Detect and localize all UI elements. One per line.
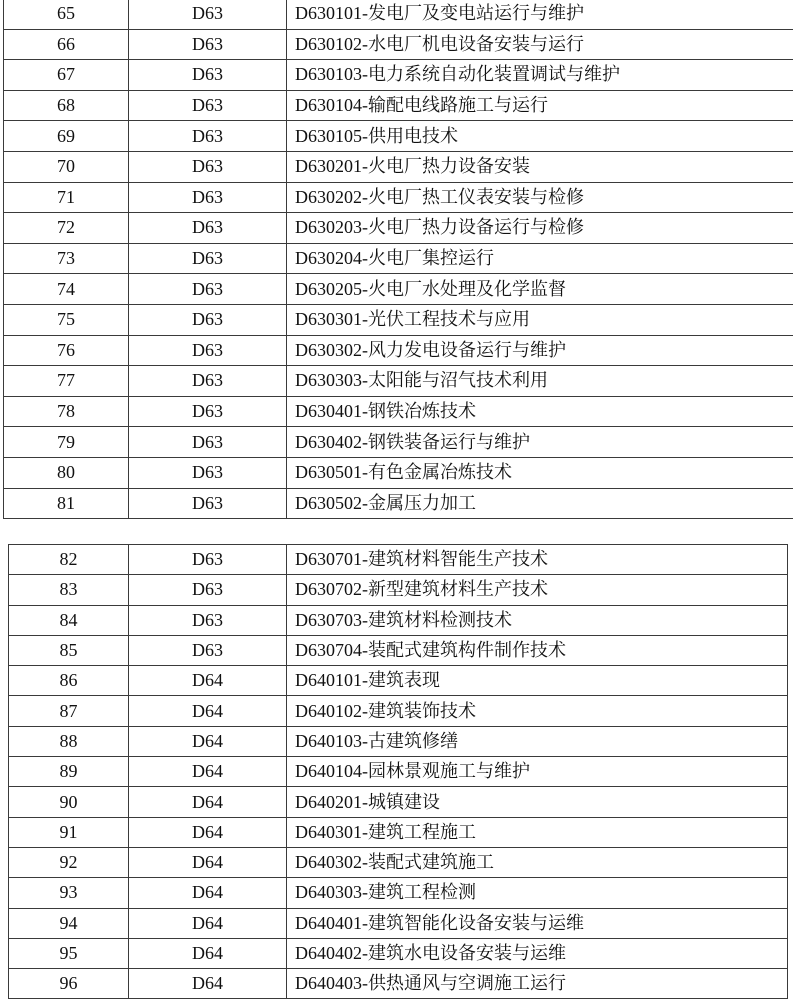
table-row [9,908,788,938]
category-code-cell: D64 [129,938,287,968]
major-name-cell: D630103-电力系统自动化装置调试与维护 [287,60,793,91]
major-name-cell: D630303-太阳能与沼气技术利用 [287,366,793,397]
major-name-cell: D630203-火电厂热力设备运行与检修 [287,213,793,244]
major-table-top-body [4,0,793,519]
table-row [4,304,793,335]
row-number-cell: 66 [4,29,129,60]
table-row [9,575,788,605]
category-code-cell: D63 [129,335,287,366]
table-row [4,121,793,152]
table-row [4,335,793,366]
table-row [9,545,788,575]
row-number-cell: 68 [4,90,129,121]
major-name-cell: D640103-古建筑修缮 [287,726,788,756]
major-name-cell: D630501-有色金属冶炼技术 [287,457,793,488]
major-name-cell: D640303-建筑工程检测 [287,878,788,908]
row-number-cell: 95 [9,938,129,968]
major-name-cell: D630104-输配电线路施工与运行 [287,90,793,121]
row-number-cell: 83 [9,575,129,605]
table-row [9,696,788,726]
category-code-cell: D64 [129,787,287,817]
row-number-cell: 93 [9,878,129,908]
major-name-cell: D640402-建筑水电设备安装与运维 [287,938,788,968]
category-code-cell: D63 [129,635,287,665]
row-number-cell: 75 [4,304,129,335]
category-code-cell: D63 [129,213,287,244]
major-name-cell: D630301-光伏工程技术与应用 [287,304,793,335]
row-number-cell: 79 [4,427,129,458]
table-row [4,213,793,244]
category-code-cell: D63 [129,396,287,427]
major-name-cell: D630401-钢铁冶炼技术 [287,396,793,427]
category-code-cell: D63 [129,304,287,335]
table-row [9,969,788,999]
category-code-cell: D64 [129,908,287,938]
category-code-cell: D64 [129,666,287,696]
row-number-cell: 88 [9,726,129,756]
table-row [4,274,793,305]
major-name-cell: D640302-装配式建筑施工 [287,847,788,877]
row-number-cell: 89 [9,757,129,787]
table-row [9,938,788,968]
major-name-cell: D630703-建筑材料检测技术 [287,605,788,635]
table-row [9,757,788,787]
major-name-cell: D640401-建筑智能化设备安装与运维 [287,908,788,938]
table-row [9,605,788,635]
major-name-cell: D630702-新型建筑材料生产技术 [287,575,788,605]
major-table-bottom [8,544,788,999]
row-number-cell: 91 [9,817,129,847]
category-code-cell: D63 [129,151,287,182]
row-number-cell: 72 [4,213,129,244]
major-name-cell: D630105-供用电技术 [287,121,793,152]
row-number-cell: 65 [4,0,129,29]
category-code-cell: D63 [129,182,287,213]
major-name-cell: D630502-金属压力加工 [287,488,793,519]
table-row [4,243,793,274]
row-number-cell: 80 [4,457,129,488]
row-number-cell: 87 [9,696,129,726]
table-row [4,457,793,488]
table-row [4,29,793,60]
row-number-cell: 94 [9,908,129,938]
table-row [9,817,788,847]
category-code-cell: D63 [129,427,287,458]
category-code-cell: D63 [129,243,287,274]
major-name-cell: D630205-火电厂水处理及化学监督 [287,274,793,305]
row-number-cell: 73 [4,243,129,274]
row-number-cell: 77 [4,366,129,397]
table-row [9,787,788,817]
row-number-cell: 67 [4,60,129,91]
category-code-cell: D63 [129,0,287,29]
row-number-cell: 92 [9,847,129,877]
major-name-cell: D630402-钢铁装备运行与维护 [287,427,793,458]
major-table-bottom-body [9,545,788,999]
major-name-cell: D630102-水电厂机电设备安装与运行 [287,29,793,60]
major-name-cell: D630201-火电厂热力设备安装 [287,151,793,182]
category-code-cell: D63 [129,121,287,152]
major-name-cell: D630204-火电厂集控运行 [287,243,793,274]
table-row [9,726,788,756]
row-number-cell: 85 [9,635,129,665]
major-name-cell: D640102-建筑装饰技术 [287,696,788,726]
table-row [9,878,788,908]
major-name-cell: D640104-园林景观施工与维护 [287,757,788,787]
table-row [4,182,793,213]
category-code-cell: D64 [129,696,287,726]
row-number-cell: 74 [4,274,129,305]
major-name-cell: D630302-风力发电设备运行与维护 [287,335,793,366]
category-code-cell: D64 [129,817,287,847]
category-code-cell: D63 [129,575,287,605]
category-code-cell: D63 [129,488,287,519]
category-code-cell: D63 [129,545,287,575]
category-code-cell: D63 [129,60,287,91]
row-number-cell: 70 [4,151,129,182]
major-table-top [3,0,793,519]
table-row [9,635,788,665]
major-name-cell: D640403-供热通风与空调施工运行 [287,969,788,999]
row-number-cell: 76 [4,335,129,366]
category-code-cell: D64 [129,726,287,756]
table-row [4,60,793,91]
row-number-cell: 86 [9,666,129,696]
table-row [9,847,788,877]
category-code-cell: D64 [129,969,287,999]
major-name-cell: D640201-城镇建设 [287,787,788,817]
major-name-cell: D630704-装配式建筑构件制作技术 [287,635,788,665]
table-row [4,151,793,182]
category-code-cell: D63 [129,605,287,635]
table-row [9,666,788,696]
row-number-cell: 71 [4,182,129,213]
row-number-cell: 84 [9,605,129,635]
table-row [4,488,793,519]
category-code-cell: D64 [129,757,287,787]
major-name-cell: D630701-建筑材料智能生产技术 [287,545,788,575]
category-code-cell: D64 [129,878,287,908]
category-code-cell: D63 [129,274,287,305]
row-number-cell: 90 [9,787,129,817]
category-code-cell: D63 [129,90,287,121]
row-number-cell: 81 [4,488,129,519]
row-number-cell: 96 [9,969,129,999]
table-row [4,396,793,427]
major-name-cell: D640101-建筑表现 [287,666,788,696]
category-code-cell: D64 [129,847,287,877]
category-code-cell: D63 [129,366,287,397]
category-code-cell: D63 [129,29,287,60]
table-row [4,427,793,458]
major-name-cell: D630202-火电厂热工仪表安装与检修 [287,182,793,213]
table-row [4,90,793,121]
major-name-cell: D640301-建筑工程施工 [287,817,788,847]
table-row [4,366,793,397]
row-number-cell: 69 [4,121,129,152]
table-row [4,0,793,29]
row-number-cell: 82 [9,545,129,575]
row-number-cell: 78 [4,396,129,427]
major-name-cell: D630101-发电厂及变电站运行与维护 [287,0,793,29]
category-code-cell: D63 [129,457,287,488]
